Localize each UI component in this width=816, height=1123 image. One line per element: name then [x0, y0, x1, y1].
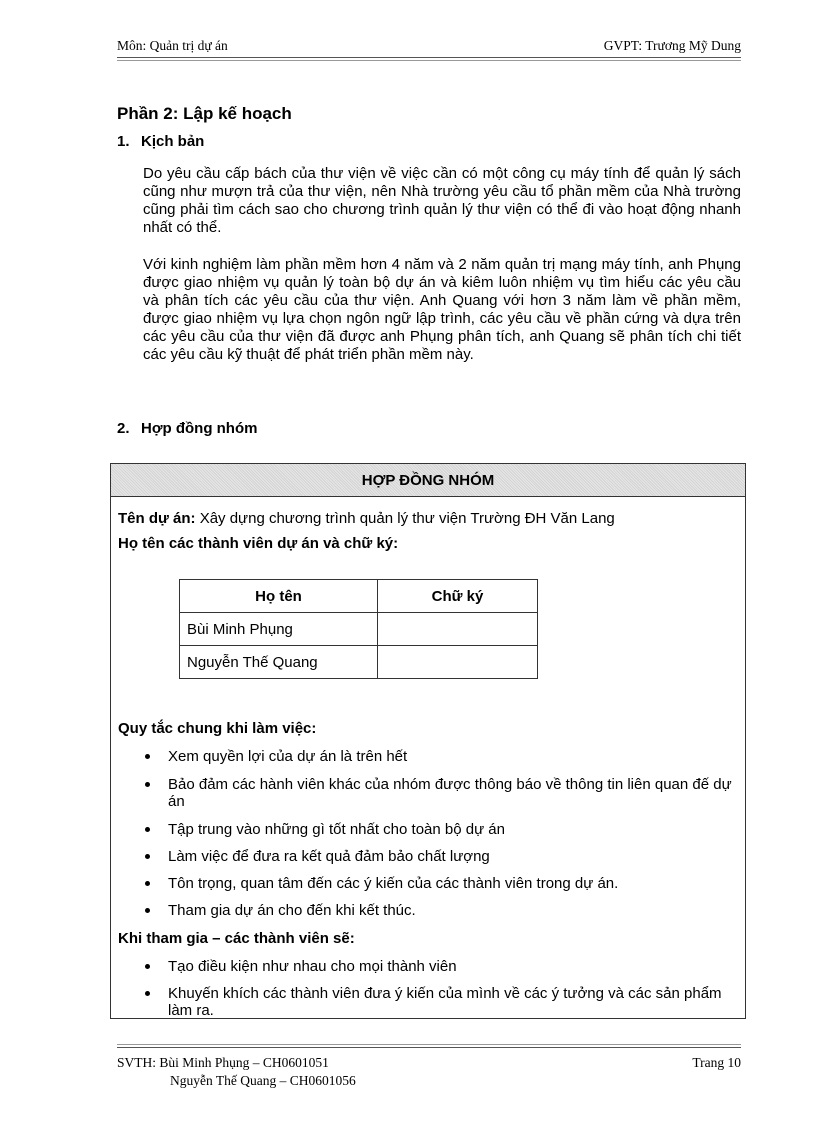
list-item: Xem quyền lợi của dự án là trên hết [118, 748, 743, 765]
join-label-text: Khi tham gia – các thành viên sẽ: [118, 930, 355, 947]
members-label [118, 535, 398, 552]
subheading-title: Kịch bản [141, 133, 205, 150]
subheading-number: 2. [117, 420, 130, 437]
page-number: Trang 10 [692, 1055, 741, 1070]
member-signature-cell [378, 613, 538, 646]
list-item: Tham gia dự án cho đến khi kết thúc. [118, 902, 743, 919]
join-rules-list [118, 958, 743, 1019]
subheading-number: 1. [117, 133, 130, 150]
column-header-name: Họ tên [180, 580, 378, 613]
table-row [180, 646, 538, 679]
rules-label-text: Quy tắc chung khi làm việc: [118, 720, 317, 737]
table-row [180, 613, 538, 646]
team-contract-box [110, 463, 746, 1019]
list-item: Tập trung vào những gì tốt nhất cho toàn bộ dự án [118, 821, 743, 838]
subheading-title: Hợp đồng nhóm [141, 420, 258, 437]
list-item: Khuyến khích các thành viên đưa ý kiến của mình về các ý tưởng và các sản phẩm làm ra. [118, 985, 743, 1019]
footer-student-1: SVTH: Bùi Minh Phụng – CH0601051 [117, 1055, 329, 1070]
header-course: Môn: Quản trị dự án [117, 38, 228, 53]
member-name: Bùi Minh Phụng [180, 613, 378, 646]
member-signature-cell [378, 646, 538, 679]
members-label-text: Họ tên các thành viên dự án và chữ ký: [118, 535, 399, 552]
list-item: Bảo đảm các hành viên khác của nhóm được thông báo về thông tin liên quan đế dự án [118, 776, 743, 810]
contract-heading: HỢP ĐỒNG NHÓM [111, 464, 745, 497]
member-name: Nguyễn Thế Quang [180, 646, 378, 679]
general-rules-list [118, 748, 743, 919]
members-table [179, 579, 538, 679]
paragraph: Do yêu cầu cấp bách của thư viện về việc cần có một công cụ máy tính để quản lý sách cũng như mượn trả của thư viện, nên Nhà trường yêu cầu tổ phần mềm của Nhà trường cũng phải tìm cách sao cho chương trình quản lý thư viện có thể đi vào hoạt động nhanh nhất có thể. [143, 165, 741, 236]
list-item: Tôn trọng, quan tâm đến các ý kiến của các thành viên trong dự án. [118, 875, 743, 892]
paragraph: Với kinh nghiệm làm phần mềm hơn 4 năm và 2 năm quản trị mạng máy tính, anh Phụng được giao nhiệm vụ quản lý toàn bộ dự án và kiêm luôn nhiệm vụ tìm hiểu các yêu cầu và phân tích các yêu cầu của thư viện. Anh Quang với hơn 3 năm làm về phần mềm, được giao nhiệm vụ lựa chọn ngôn ngữ lập trình, các yêu cầu về phần cứng và dựa trên các yêu cầu của thư viện đã được anh Phụng phân tích, anh Quang sẽ phân tích chi tiết các yêu cầu kỹ thuật để phát triển phần mềm này. [143, 256, 741, 363]
list-item: Làm việc để đưa ra kết quả đảm bảo chất lượng [118, 848, 743, 865]
project-name-line [118, 510, 615, 527]
section-title: Phần 2: Lập kế hoạch [117, 104, 292, 123]
subheading-team-contract [117, 420, 257, 437]
subheading-scenario [117, 133, 204, 150]
column-header-signature: Chữ ký [378, 580, 538, 613]
table-header-row [180, 580, 538, 613]
project-label: Tên dự án: [118, 510, 196, 527]
page-header [117, 38, 741, 58]
project-value: Xây dựng chương trình quản lý thư viện Trường ĐH Văn Lang [195, 510, 615, 527]
footer-student-2: Nguyễn Thế Quang – CH0601056 [170, 1073, 356, 1088]
list-item: Tạo điều kiện như nhau cho mọi thành viên [118, 958, 743, 975]
header-lecturer: GVPT: Trương Mỹ Dung [603, 38, 741, 53]
join-label [118, 930, 355, 947]
page-footer [117, 1047, 741, 1090]
rules-label [118, 720, 316, 737]
